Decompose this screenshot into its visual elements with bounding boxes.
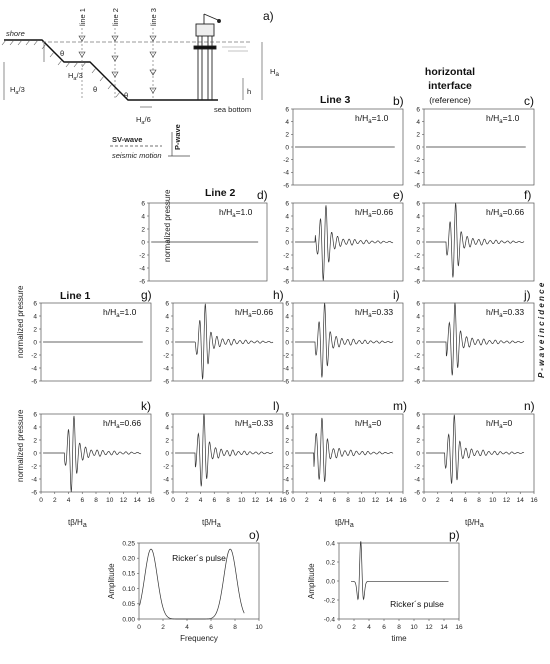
x-tick-label: 0 [291,497,295,504]
x-tick-label: 12 [119,497,128,504]
y-tick-label: 6 [416,411,420,419]
x-tick-label: 10 [255,624,263,631]
y-tick-label: -4 [139,265,145,273]
x-tick-label: 6 [463,497,468,504]
x-tick-label: 6 [80,497,85,504]
x-tick-label: 12 [425,624,433,631]
seismic-motion-label: seismic motion [112,151,162,160]
depth-ratio-label: $h/H_a=1.0$ [486,113,520,125]
chart-panel-m [283,399,407,504]
x-tick-label: 16 [530,497,538,504]
y-tick-label: 2 [416,131,420,139]
panel-letter: h) [273,288,284,302]
y-tick-label: 2 [285,437,289,445]
y-tick-label: -6 [414,489,420,497]
chart-panel-n [414,399,538,504]
h-label: h [247,87,252,96]
y-tick-label: -4 [414,265,420,273]
panel-letter: f) [524,188,532,202]
y-tick-label: -6 [31,378,37,386]
panel-letter: c) [524,94,534,108]
y-tick-label: -2 [31,463,37,471]
panel-letter: d) [257,188,268,202]
y-tick-label: 4 [416,213,420,221]
chart-title: Ricker´s pulse [390,599,444,609]
depth-ratio-label: $h/H_a=0.66$ [486,207,525,219]
y-tick-label: 6 [165,300,169,308]
y-tick-label: 0 [416,450,420,458]
y-tick-label: -2 [283,352,289,360]
y-tick-label: 0.20 [122,555,135,563]
x-tick-label: 10 [106,497,114,504]
horizontal-interface-title: horizontal [424,66,476,78]
y-tick-label: -6 [163,489,169,497]
y-tick-label: -6 [414,182,420,190]
y-tick-label: 0.05 [122,601,135,609]
line3-title: Line 3 [320,94,351,106]
depth-ratio-label: $h/H_a=0.33$ [235,418,274,430]
x-tick-label: 0 [171,497,175,504]
y-tick-label: 6 [33,411,37,419]
chart-panel-i [283,288,403,385]
x-tick-label: 14 [440,624,448,631]
x-tick-label: 2 [435,497,440,504]
depth-ratio-label: $h/H_a=0.66$ [235,307,274,319]
y-tick-label: -0.4 [323,616,335,624]
x-tick-label: 4 [185,624,189,631]
x-tick-label: 8 [346,497,350,504]
x-tick-label: 16 [147,497,155,504]
y-tick-label: -2 [283,252,289,260]
x-tick-label: 4 [318,497,323,504]
horizontal-interface-title: interface [428,80,472,92]
y-tick-label: 2 [285,326,289,334]
chart-panel-o [107,528,263,643]
y-tick-label: -4 [283,365,289,373]
y-tick-label: 2 [165,437,169,445]
y-tick-label: 0 [416,239,420,247]
x-tick-label: 14 [133,497,141,504]
y-tick-label: -6 [414,278,420,286]
x-tick-label: 6 [212,497,217,504]
y-tick-label: -2 [283,156,289,164]
y-tick-label: 6 [416,300,420,308]
x-tick-label: 12 [502,497,511,504]
y-tick-label: 4 [33,313,37,321]
y-tick-label: -2 [414,352,420,360]
x-tick-label: 16 [455,624,463,631]
y-tick-label: 0 [285,144,289,152]
depth-ratio-label: $h/H_a=1.0$ [219,207,253,219]
chart-panel-k [31,399,155,504]
y-tick-label: 2 [416,437,420,445]
depth-ratio-label: $h/H_a=0$ [486,418,513,430]
y-tick-label: 4 [165,424,169,432]
xlabel-tb: tβ/Ha [68,518,87,529]
y-tick-label: -6 [163,378,169,386]
y-tick-label: -6 [31,489,37,497]
y-tick-label: -2 [139,252,145,260]
x-tick-label: 6 [209,624,213,631]
y-tick-label: 6 [141,200,145,208]
line2-title: Line 2 [205,187,236,199]
y-tick-label: -2 [163,463,169,471]
line1-title: Line 1 [60,290,91,302]
panel-letter: n) [524,399,535,413]
line-1-label: line 1 [78,8,87,26]
y-tick-label: -4 [31,476,37,484]
x-axis-label: Frequency [180,634,218,643]
chart-panel-c [414,94,534,189]
y-tick-label: 2 [141,226,145,234]
y-tick-label: 0 [416,339,420,347]
x-tick-label: 8 [94,497,98,504]
x-tick-label: 4 [449,497,454,504]
x-tick-label: 2 [161,624,165,631]
y-tick-label: 0.2 [325,559,335,567]
y-tick-label: 0.25 [122,540,135,548]
xlabels [68,518,484,529]
water-depth-label: Ha [270,67,280,78]
receiver-triangles [79,36,156,93]
y-tick-label: 6 [285,106,289,114]
y-tick-label: 6 [285,200,289,208]
y-tick-label: -2 [414,463,420,471]
x-tick-label: 8 [477,497,481,504]
y-tick-label: -4 [163,476,169,484]
chart-panel-f [414,188,534,285]
panel-letter: i) [393,288,400,302]
chart-panel-h [163,288,283,385]
panel-letter: p) [449,528,460,542]
p-wave-label: P-wave [173,124,182,150]
y-tick-label: 0.4 [325,540,335,548]
chart-panel-j [414,288,534,385]
x-tick-label: 4 [66,497,71,504]
y-tick-label: -2 [414,156,420,164]
y-tick-label: 4 [416,118,420,126]
ylabel-pressure: normalized pressure [16,285,25,358]
y-tick-label: -6 [139,278,145,286]
depth-ratio-label: $h/H_a=0.66$ [103,418,142,430]
panel-letter: o) [249,528,260,542]
x-tick-label: 6 [382,624,386,631]
y-tick-label: -4 [31,365,37,373]
geometry-sketch [2,8,279,160]
y-tick-label: 0 [165,339,169,347]
y-tick-label: 0.15 [122,570,135,578]
x-tick-label: 0 [422,497,426,504]
y-tick-label: 0 [33,450,37,458]
offshore-platform [194,14,221,100]
dimension-label: $H_a/3$ [68,71,83,82]
panel-letter: b) [393,94,404,108]
y-tick-label: -4 [414,365,420,373]
x-tick-label: 12 [251,497,260,504]
y-tick-label: 2 [416,326,420,334]
x-tick-label: 4 [198,497,203,504]
x-tick-label: 14 [385,497,393,504]
x-axis-label: time [391,634,407,643]
y-tick-label: -2 [31,352,37,360]
y-tick-label: -4 [283,169,289,177]
shore-label: shore [6,29,25,38]
x-tick-label: 10 [238,497,246,504]
chart-title: Ricker´s pulse [172,553,226,563]
y-tick-label: -4 [163,365,169,373]
y-tick-label: -6 [283,378,289,386]
y-tick-label: 0 [141,239,145,247]
x-tick-label: 8 [397,624,401,631]
y-tick-label: 4 [285,313,289,321]
y-tick-label: -4 [414,169,420,177]
x-tick-label: 0 [137,624,141,631]
dimension-label: $H_a/3$ [10,85,25,96]
line-2-label: line 2 [111,8,120,26]
x-tick-label: 16 [279,497,287,504]
panel-letter: a) [263,9,274,23]
x-tick-label: 10 [489,497,497,504]
y-tick-label: 4 [285,424,289,432]
y-tick-label: 6 [416,200,420,208]
xlabel-tb: tβ/Ha [202,518,221,529]
trace-line [351,542,449,600]
x-tick-label: 14 [516,497,524,504]
y-axis-label: Amplitude [307,563,316,599]
y-tick-label: 0 [285,339,289,347]
y-tick-label: 0.0 [325,578,335,586]
xlabel-tb: tβ/Ha [335,518,354,529]
theta-label: θ [60,49,65,58]
y-tick-label: -2 [283,463,289,471]
y-tick-label: -6 [283,182,289,190]
x-tick-label: 8 [233,624,237,631]
chart-panel-b [283,94,403,189]
chart-panel-p [307,528,463,643]
y-tick-label: 6 [285,411,289,419]
x-tick-label: 8 [226,497,230,504]
x-tick-label: 12 [371,497,380,504]
panel-letter: e) [393,188,404,202]
y-tick-label: 2 [165,326,169,334]
depth-ratio-label: $h/H_a=0.66$ [355,207,394,219]
y-tick-label: 4 [141,213,145,221]
x-tick-label: 2 [52,497,57,504]
dimension-label: $H_a/6$ [136,115,151,126]
x-tick-label: 6 [332,497,337,504]
panel-letter: m) [393,399,407,413]
xlabel-tb: tβ/Ha [465,518,484,529]
y-tick-label: -6 [283,489,289,497]
y-tick-label: 0.00 [122,616,135,624]
x-tick-label: 0 [39,497,43,504]
x-tick-label: 0 [337,624,341,631]
depth-ratio-label: $h/H_a=0.33$ [355,307,394,319]
x-tick-label: 16 [399,497,407,504]
y-tick-label: 4 [285,213,289,221]
y-tick-label: -6 [414,378,420,386]
y-tick-label: 4 [165,313,169,321]
y-axis-label: Amplitude [107,563,116,599]
y-tick-label: 2 [33,326,37,334]
depth-ratio-label: $h/H_a=1.0$ [355,113,389,125]
depth-ratio-label: $h/H_a=0.33$ [486,307,525,319]
x-tick-label: 14 [265,497,273,504]
y-tick-label: 4 [416,424,420,432]
y-tick-label: -0.2 [323,597,335,605]
chart-panel-l [163,399,287,504]
ylabel-pressure: normalized pressure [16,409,25,482]
y-tick-label: 0 [33,339,37,347]
chart-panel-g [31,288,151,385]
y-tick-label: -6 [283,278,289,286]
x-tick-label: 10 [358,497,366,504]
pressure-panels [31,94,538,643]
y-tick-label: 4 [285,118,289,126]
y-tick-label: -4 [414,476,420,484]
depth-ratio-label: $h/H_a=0$ [355,418,382,430]
theta-label: θ [93,85,98,94]
depth-ratio-label: $h/H_a=1.0$ [103,307,137,319]
incidence-side-label: P - w a v e i n c i d e n c e [537,282,546,378]
y-tick-label: 2 [33,437,37,445]
y-tick-label: -2 [414,252,420,260]
x-tick-label: 2 [304,497,309,504]
y-tick-label: 0 [416,144,420,152]
x-tick-label: 2 [184,497,189,504]
y-tick-label: 2 [416,226,420,234]
y-tick-label: -4 [283,265,289,273]
ylabel-pressure: normalized pressure [163,189,172,262]
panel-letter: j) [524,288,531,302]
x-tick-label: 2 [352,624,356,631]
y-tick-label: 0.10 [122,585,135,593]
y-tick-label: 6 [165,411,169,419]
y-tick-label: 0 [285,450,289,458]
y-tick-label: 0 [285,239,289,247]
line-3-label: line 3 [149,8,158,26]
panel-letter: k) [141,399,151,413]
y-tick-label: 4 [416,313,420,321]
y-tick-label: 2 [285,131,289,139]
panel-letter: g) [141,288,152,302]
sv-wave-label: SV-wave [112,135,143,144]
x-tick-label: 4 [367,624,371,631]
y-tick-label: 2 [285,226,289,234]
y-tick-label: 6 [33,300,37,308]
y-tick-label: 6 [416,106,420,114]
y-tick-label: 0 [165,450,169,458]
shore-slope-profile [4,40,218,100]
sea-bottom-label: sea bottom [214,105,252,114]
y-tick-label: 4 [33,424,37,432]
theta-label: θ [124,91,129,100]
y-tick-label: -4 [283,476,289,484]
panel-letter: l) [273,399,280,413]
y-tick-label: 6 [285,300,289,308]
chart-panel-e [283,188,403,285]
reference-label: (reference) [429,95,471,105]
y-tick-label: -2 [163,352,169,360]
x-tick-label: 10 [410,624,418,631]
chart-panel-d [139,188,267,285]
